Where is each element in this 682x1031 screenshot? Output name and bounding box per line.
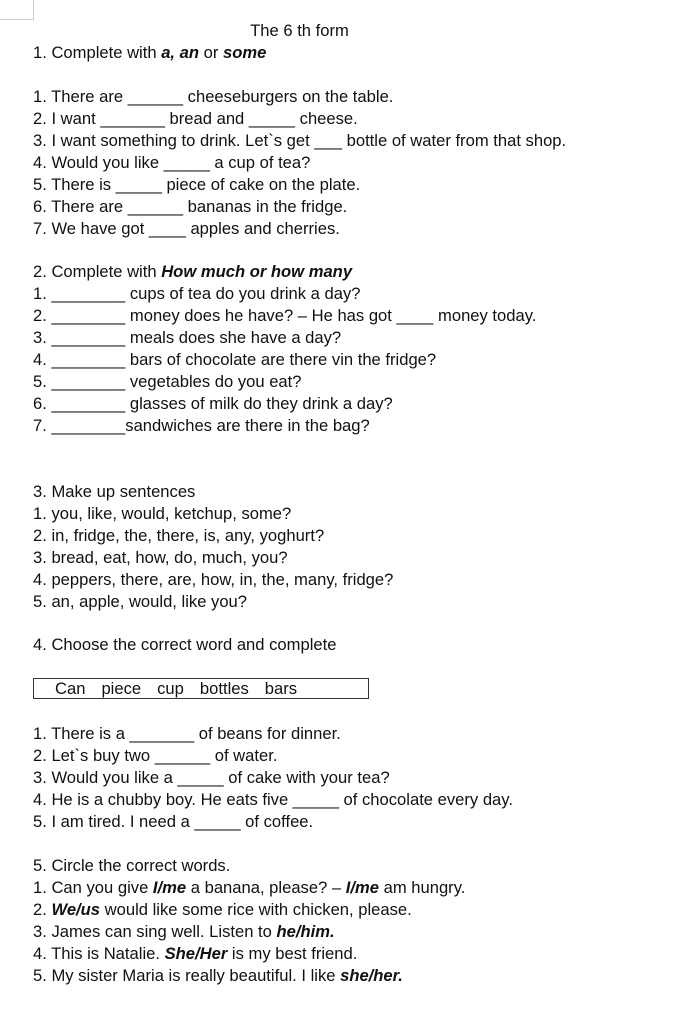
- exercise-item: [33, 877, 465, 899]
- section-5: [33, 855, 465, 987]
- section-2-heading: [33, 261, 536, 283]
- item-text: would like some rice with chicken, please.: [100, 900, 412, 919]
- exercise-item: 3. bread, eat, how, do, much, you?: [33, 548, 288, 567]
- exercise-item: [33, 899, 465, 921]
- section-1: [33, 42, 266, 64]
- exercise-item: [33, 921, 465, 943]
- exercise-item: 5. ________ vegetables do you eat?: [33, 372, 302, 391]
- exercise-item: 7. We have got ____ apples and cherries.: [33, 219, 340, 238]
- page-corner-mark: [0, 0, 34, 20]
- section-4-heading: 4. Choose the correct word and complete: [33, 635, 337, 654]
- exercise-item: 7. ________sandwiches are there in the bag?: [33, 416, 370, 435]
- exercise-item: 5. There is _____ piece of cake on the plate.: [33, 175, 361, 194]
- section-1-heading: [33, 42, 266, 64]
- heading-text: or: [199, 43, 224, 62]
- exercise-item: 4. He is a chubby boy. He eats five _____ of chocolate every day.: [33, 790, 513, 809]
- exercise-item: 4. ________ bars of chocolate are there vin the fridge?: [33, 350, 437, 369]
- section-4-items: [33, 723, 513, 833]
- heading-emphasis: some: [223, 43, 267, 62]
- exercise-item: 2. Let`s buy two ______ of water.: [33, 746, 278, 765]
- item-choice: I/me: [345, 878, 379, 897]
- item-choice: he/him.: [276, 922, 335, 941]
- exercise-item: [33, 965, 465, 987]
- word-bank-word: bottles: [199, 679, 249, 698]
- item-text: am hungry.: [378, 878, 466, 897]
- word-bank-word: bars: [264, 679, 298, 698]
- exercise-item: 1. There are ______ cheeseburgers on the table.: [33, 87, 394, 106]
- word-bank-box: [33, 678, 369, 699]
- word-bank-word: cup: [157, 679, 184, 698]
- item-choice: she/her.: [340, 966, 403, 985]
- exercise-item: 2. I want _______ bread and _____ cheese.: [33, 109, 358, 128]
- exercise-item: 5. I am tired. I need a _____ of coffee.: [33, 812, 314, 831]
- item-text: is my best friend.: [227, 944, 358, 963]
- worksheet-title: The 6 th form: [250, 21, 349, 40]
- exercise-item: 3. ________ meals does she have a day?: [33, 328, 342, 347]
- exercise-item: 2. in, fridge, the, there, is, any, yoghurt?: [33, 526, 325, 545]
- exercise-item: 3. Would you like a _____ of cake with your tea?: [33, 768, 390, 787]
- item-text: 1. Can you give: [33, 878, 153, 897]
- heading-emphasis: How much or how many: [161, 262, 353, 281]
- exercise-item: 6. ________ glasses of milk do they drink a day?: [33, 394, 393, 413]
- exercise-item: [33, 943, 465, 965]
- exercise-item: 1. ________ cups of tea do you drink a day?: [33, 284, 361, 303]
- item-text: 2.: [33, 900, 52, 919]
- exercise-item: 1. you, like, would, ketchup, some?: [33, 504, 292, 523]
- section-3: [33, 481, 393, 613]
- item-choice: I/me: [152, 878, 187, 897]
- exercise-item: 3. I want something to drink. Let`s get ___ bottle of water from that shop.: [33, 131, 567, 150]
- exercise-item: 1. There is a _______ of beans for dinner.: [33, 724, 341, 743]
- heading-text: 1. Complete with: [33, 43, 162, 62]
- item-choice: We/us: [51, 900, 101, 919]
- exercise-item: 6. There are ______ bananas in the fridge.: [33, 197, 348, 216]
- section-1-items: [33, 86, 566, 240]
- item-text: 5. My sister Maria is really beautiful. I like: [33, 966, 341, 985]
- section-3-heading: 3. Make up sentences: [33, 482, 196, 501]
- item-text: a banana, please? –: [186, 878, 346, 897]
- exercise-item: 4. Would you like _____ a cup of tea?: [33, 153, 311, 172]
- item-choice: She/Her: [164, 944, 228, 963]
- item-text: 4. This is Natalie.: [33, 944, 165, 963]
- item-text: 3. James can sing well. Listen to: [33, 922, 277, 941]
- section-4: [33, 634, 336, 656]
- word-bank-word: Can: [55, 679, 86, 698]
- heading-emphasis: a, an: [161, 43, 200, 62]
- exercise-item: 4. peppers, there, are, how, in, the, many, fridge?: [33, 570, 394, 589]
- heading-text: 2. Complete with: [33, 262, 162, 281]
- word-bank-word: piece: [101, 679, 142, 698]
- section-5-heading: 5. Circle the correct words.: [33, 856, 231, 875]
- section-2: [33, 261, 536, 437]
- exercise-item: 5. an, apple, would, like you?: [33, 592, 248, 611]
- exercise-item: 2. ________ money does he have? – He has got ____ money today.: [33, 306, 537, 325]
